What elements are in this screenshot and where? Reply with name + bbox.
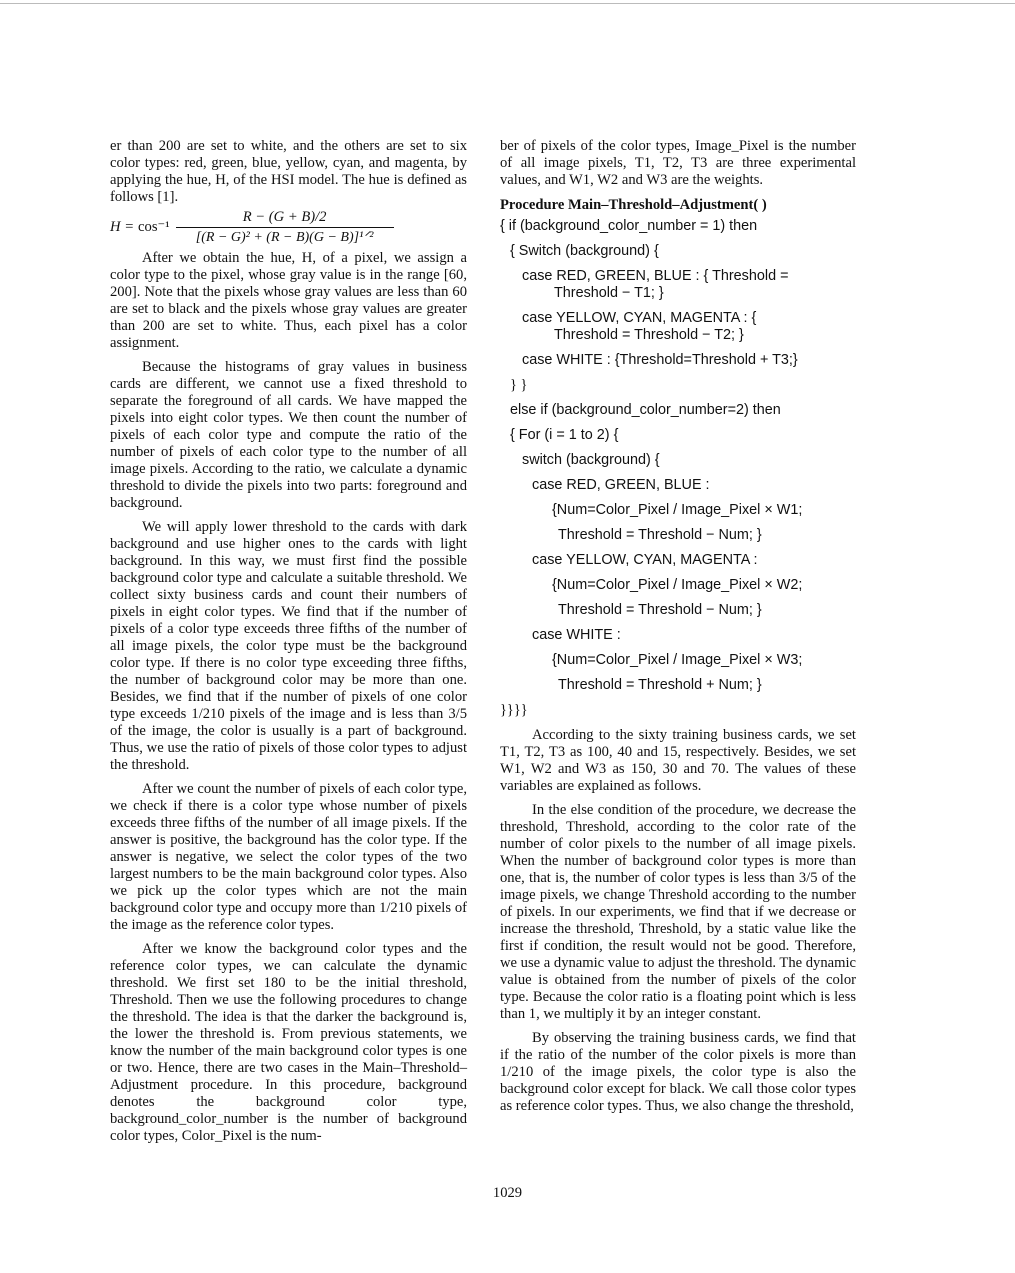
- equation-numerator: R − (G + B)/2: [176, 209, 394, 228]
- equation-denominator: [(R − G)² + (R − B)(G − B)]¹ᐟ²: [195, 229, 374, 245]
- equation-arccos: cos⁻¹: [138, 218, 170, 235]
- code-line: {Num=Color_Pixel / Image_Pixel × W2;: [552, 577, 803, 593]
- code-line: { if (background_color_number = 1) then: [500, 218, 758, 234]
- code-line: case WHITE :: [532, 627, 621, 643]
- left-column: [110, 138, 467, 1145]
- page-number: 1029: [492, 1185, 523, 1201]
- paragraph: ber of pixels of the color types, Image_Pixel is the number of all image pixels, T1, T2, T3 are three experimental values, and W1, W2 and W3 are the weights.: [500, 138, 856, 188]
- paragraph: According to the sixty training business cards, we set T1, T2, T3 as 100, 40 and 15, respectively. Besides, we set W1, W2 and W3 as 150, 30 and 70. The values of these variables are explained as follows.: [500, 727, 856, 794]
- procedure-title: Procedure Main–Threshold–Adjustment( ): [500, 197, 767, 213]
- code-line: Threshold − T1; }: [554, 285, 664, 301]
- equation-fraction: [176, 209, 394, 246]
- code-line: } }: [510, 377, 528, 393]
- equation-lhs: H =: [110, 218, 135, 235]
- code-line: {Num=Color_Pixel / Image_Pixel × W1;: [552, 502, 803, 518]
- code-line: Threshold = Threshold − Num; }: [558, 602, 762, 618]
- paragraph: We will apply lower threshold to the cards with dark background and use higher ones to the cards with light background. In this way, we must first find the possible background color type and calculate a suitable threshold. We collect sixty business cards and count their numbers of pixels in eight color types. We find that if the number of pixels of a color type exceeds three fifths of the number of all image pixels, the color type must be the background color type. If there is no color type exceeding three fifths, the number of background color may be more than one. Besides, we find that if the number of pixels of one color type exceeds 1/210 pixels of the image and is less than 3/5 of the image, the color is usually is a part of background. Thus, we use the ratio of pixels of those color types to adjust the threshold.: [110, 519, 467, 773]
- code-line: { For (i = 1 to 2) {: [510, 427, 619, 443]
- code-line: else if (background_color_number=2) then: [510, 402, 781, 418]
- procedure-code: [500, 218, 856, 719]
- code-line: Threshold = Threshold + Num; }: [558, 677, 762, 693]
- code-line: Threshold = Threshold − T2; }: [554, 327, 744, 343]
- code-line: case YELLOW, CYAN, MAGENTA : {: [522, 310, 757, 326]
- hue-equation: [110, 208, 467, 246]
- code-line: Threshold = Threshold − Num; }: [558, 527, 762, 543]
- top-rule: [0, 3, 1015, 4]
- right-column: [500, 138, 856, 1115]
- code-line: }}}}: [500, 702, 528, 718]
- paragraph: After we obtain the hue, H, of a pixel, we assign a color type to the pixel, whose gray value is in the range [60, 200]. Note that the pixels whose gray values are less than 60 are set to black and the pixels whose gray values are greater than 200 are set to white. Thus, each pixel has a color assignment.: [110, 250, 467, 351]
- paragraph: Because the histograms of gray values in business cards are different, we cannot use a fixed threshold to separate the foreground of all cards. We have mapped the pixels into eight color types. We then count the number of pixels of each color type and compute the ratio of the number of pixels of each color type to the number of all image pixels. According to the ratio, we calculate a dynamic threshold to divide the pixels into two parts: foreground and background.: [110, 359, 467, 511]
- code-line: case YELLOW, CYAN, MAGENTA :: [532, 552, 758, 568]
- paragraph: After we count the number of pixels of each color type, we check if there is a color type whose number of pixels exceeds three fifths of the number of all image pixels. If the answer is positive, the background has the color type. If the answer is negative, we select the color types of the two largest numbers to be the main background color types. Also we pick up the color types which are not the main background color type and occupy more than 1/210 pixels of the image as the reference color types.: [110, 781, 467, 933]
- code-line: {Num=Color_Pixel / Image_Pixel × W3;: [552, 652, 803, 668]
- paragraph: er than 200 are set to white, and the others are set to six color types: red, green, blue, yellow, cyan, and magenta, by applying the hue, H, of the HSI model. The hue is defined as follows [1].: [110, 138, 467, 205]
- code-line: { Switch (background) {: [510, 243, 659, 259]
- code-line: case RED, GREEN, BLUE : { Threshold =: [522, 268, 789, 284]
- code-line: case WHITE : {Threshold=Threshold + T3;}: [522, 352, 798, 368]
- paragraph: After we know the background color types and the reference color types, we can calculate the dynamic threshold. We first set 180 to be the initial threshold, Threshold. Then we use the following procedures to change the threshold. The idea is that the darker the background is, the lower the threshold is. From previous statements, we know the number of the main background color types is one or two. Hence, there are two cases in the Main–Threshold–Adjustment procedure. In this procedure, background denotes the background color type, background_color_number is the number of background color types, Color_Pixel is the num-: [110, 941, 467, 1144]
- paragraph: By observing the training business cards, we find that if the ratio of the number of the color pixels is more than 1/210 of the image pixels, the color type is also the background color except for black. We call those color types as reference color types. Thus, we also change the threshold,: [500, 1030, 856, 1114]
- code-line: switch (background) {: [522, 452, 660, 468]
- paragraph: In the else condition of the procedure, we decrease the threshold, Threshold, according to the color rate of the number of color pixels to the number of all image pixels. When the number of background color types is more than one, that is, the number of color types is less than 3/5 of the image pixels, we change Threshold according to the number of pixels. In our experiments, we find that if we decrease or increase the threshold, Threshold, by a static value like the first if condition, the result would not be good. Therefore, we use a dynamic value to adjust the threshold. The dynamic value is obtained from the number of pixels of the color type. Because the color ratio is a floating point which is less than 1, we multiply it by an integer constant.: [500, 802, 856, 1022]
- code-line: case RED, GREEN, BLUE :: [532, 477, 710, 493]
